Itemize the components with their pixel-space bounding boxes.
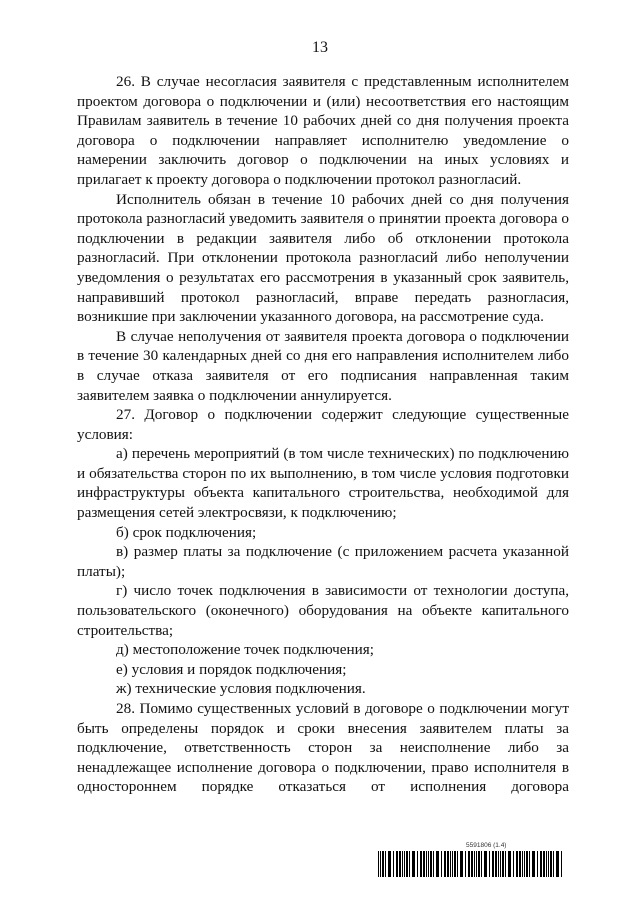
paragraph-27: 27. Договор о подключении содержит следующие существенные условия: — [77, 406, 569, 443]
list-item-a: а) перечень мероприятий (в том числе технических) по подключению и обязательства сторон по их выполнению, в том числе условия подготовки инфраструктуры объекта капитального строительства, необходимой для размещения сетей электросвязи, к подключению; — [77, 445, 569, 522]
barcode — [378, 851, 565, 877]
list-item-e: е) условия и порядок подключения; — [116, 660, 347, 678]
barcode-graphic — [378, 851, 565, 877]
paragraph-protocol: Исполнитель обязан в течение 10 рабочих дней со дня получения протокола разногласий уведомить заявителя о принятии проекта договора о подключении в редакции заявителя либо об отклонении протокола разногласий. При отклонении протокола разногласий либо неполучении уведомления о результатах его рассмотрения в указанный срок заявитель, направивший протокол разногласий, вправе передать разногласия, возникшие при заключении указанного договора, на рассмотрение суда. — [77, 190, 569, 326]
document-body — [77, 72, 569, 797]
list-item-v: в) размер платы за подключение (с приложением расчета указанной платы); — [77, 543, 569, 580]
list-item-g: г) число точек подключения в зависимости от технологии доступа, пользовательского (оконечного) оборудования на объекте капитального строительства; — [77, 582, 569, 639]
list-item-d: д) местоположение точек подключения; — [116, 641, 374, 659]
page-number: 13 — [312, 39, 328, 56]
list-item-b: б) срок подключения; — [116, 523, 257, 541]
list-item-zh: ж) технические условия подключения. — [116, 680, 366, 698]
document-code: 5591806 (1.4) — [466, 842, 507, 849]
paragraph-26: 26. В случае несогласия заявителя с представленным исполнителем проектом договора о подключении и (или) несоответствия его настоящим Правилам заявитель в течение 10 рабочих дней со дня получения проекта договора о подключении направляет исполнителю уведомление о намерении заключить договор о подключении на иных условиях и прилагает к проекту договора о подключении протокол разногласий. — [77, 73, 569, 188]
paragraph-28: 28. Помимо существенных условий в договоре о подключении могут быть определены порядок и сроки внесения заявителем платы за подключение, ответственность сторон за неисполнение либо за ненадлежащее исполнение договора о подключении, право исполнителя в одностороннем порядке отказаться от исполнения договора — [77, 700, 569, 796]
paragraph-annulment: В случае неполучения от заявителя проекта договора о подключении в течение 30 календарных дней со дня его направления исполнителем либо в случае отказа заявителя от его подписания направленная таким заявителем заявка о подключении аннулируется. — [77, 327, 569, 404]
